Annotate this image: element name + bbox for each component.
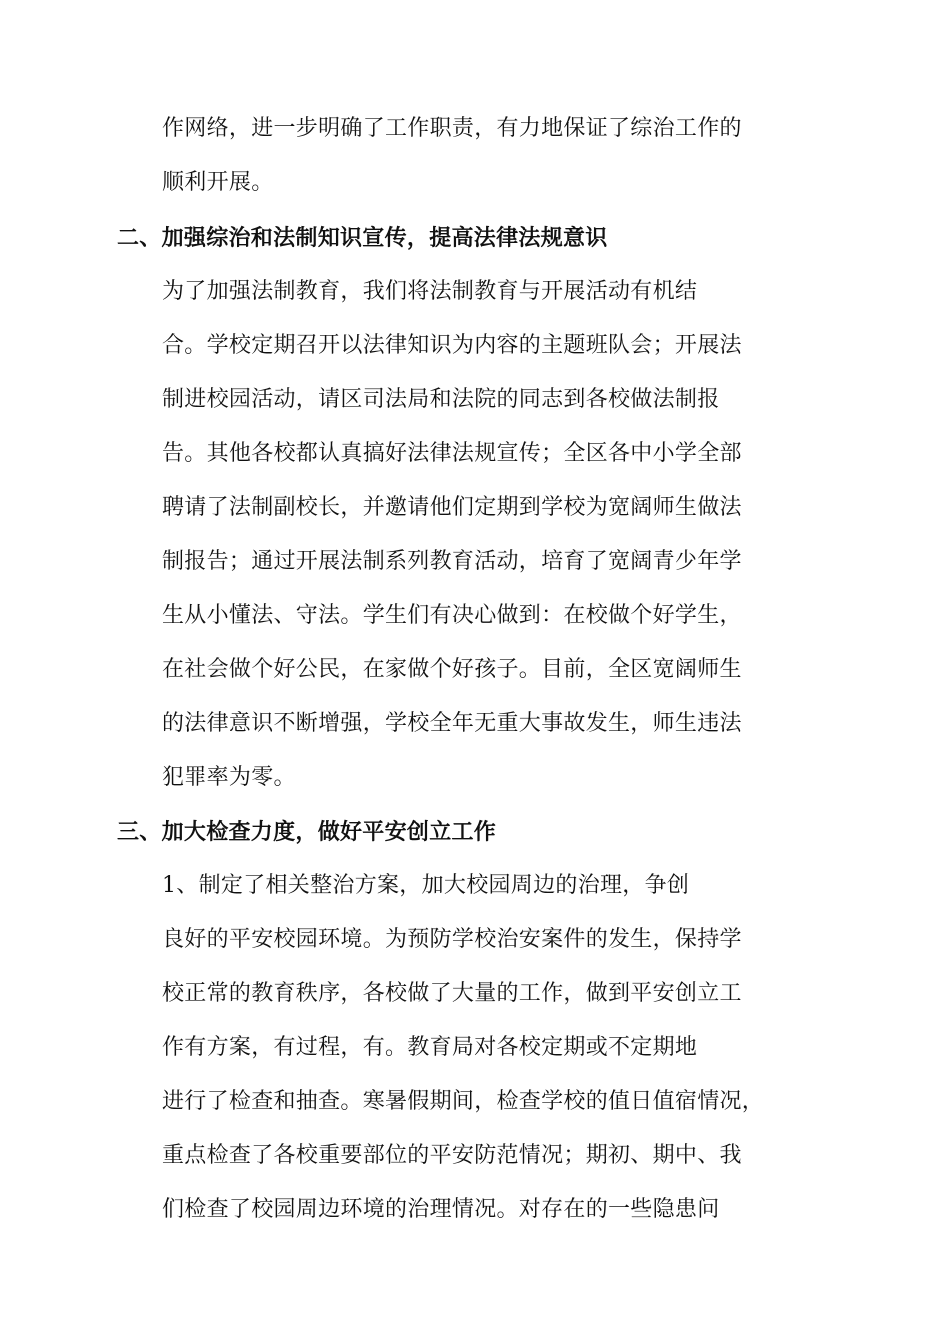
- body-line: 制进校园活动，请区司法局和法院的同志到各校做法制报: [162, 387, 720, 412]
- body-line: 聘请了法制副校长，并邀请他们定期到学校为宽阔师生做法: [162, 495, 742, 520]
- body-line: 生从小懂法、守法。学生们有决心做到：在校做个好学生，: [162, 603, 742, 628]
- body-line: 顺利开展。: [162, 170, 274, 195]
- body-line: 们检查了校园周边环境的治理情况。对存在的一些隐患问: [162, 1197, 720, 1222]
- body-line: 校正常的教育秩序，各校做了大量的工作，做到平安创立工: [162, 981, 742, 1006]
- section-heading: 二、加强综治和法制知识宣传，提高法律法规意识: [117, 225, 608, 251]
- body-line: 为了加强法制教育，我们将法制教育与开展活动有机结: [162, 279, 698, 304]
- body-line: 作有方案，有过程，有。教育局对各校定期或不定期地: [162, 1035, 698, 1060]
- body-line: 在社会做个好公民，在家做个好孩子。目前，全区宽阔师生: [162, 657, 742, 682]
- body-line: 作网络，进一步明确了工作职责，有力地保证了综治工作的: [162, 116, 742, 141]
- body-line: 1、制定了相关整治方案，加大校园周边的治理，争创: [162, 873, 690, 898]
- body-line: 合。学校定期召开以法律知识为内容的主题班队会；开展法: [162, 333, 742, 358]
- body-line: 告。其他各校都认真搞好法律法规宣传；全区各中小学全部: [162, 441, 742, 466]
- body-line: 重点检查了各校重要部位的平安防范情况；期初、期中、我: [162, 1143, 742, 1168]
- body-line: 进行了检查和抽查。寒暑假期间，检查学校的值日值宿情况，: [162, 1089, 765, 1114]
- body-line: 犯罪率为零。: [162, 765, 296, 790]
- section-heading: 三、加大检查力度，做好平安创立工作: [117, 819, 497, 845]
- body-line: 的法律意识不断增强，学校全年无重大事故发生，师生违法: [162, 711, 742, 736]
- body-line: 制报告；通过开展法制系列教育活动，培育了宽阔青少年学: [162, 549, 742, 574]
- body-line: 良好的平安校园环境。为预防学校治安案件的发生，保持学: [162, 927, 742, 952]
